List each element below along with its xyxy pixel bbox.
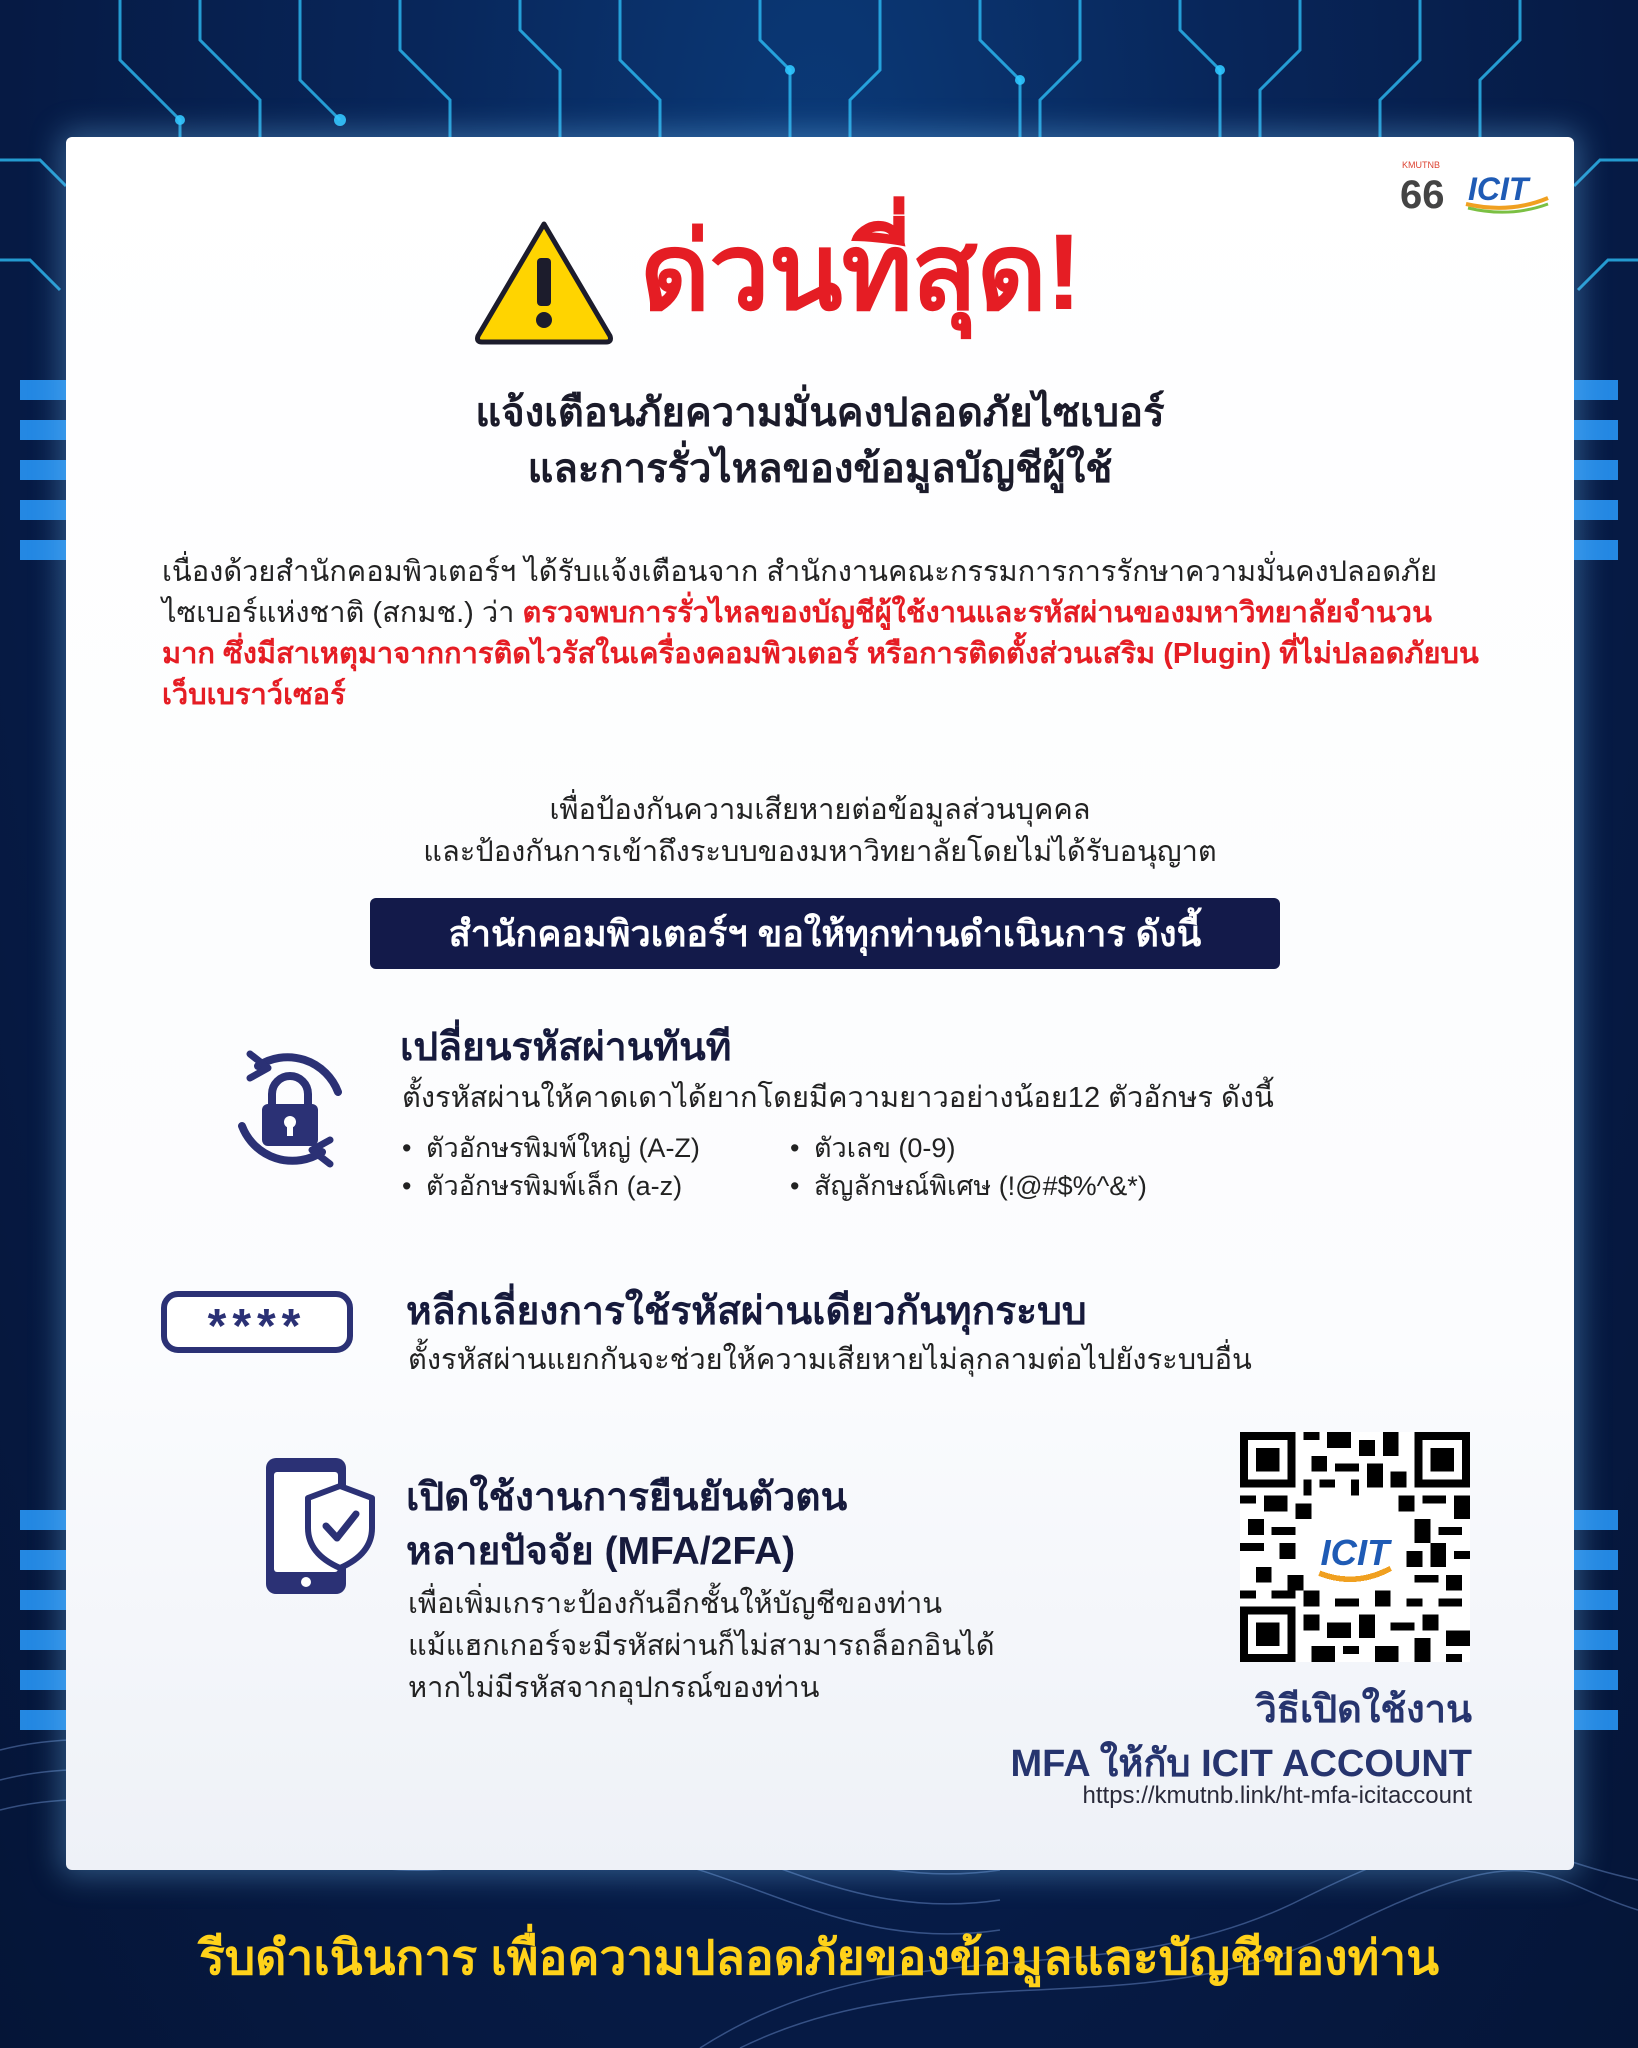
qr-title: วิธีเปิดใช้งาน [1255,1689,1472,1731]
step1-bullet-digits: • ตัวเลข (0-9) [790,1133,956,1163]
step3-title-line-2: หลายปัจจัย (MFA/2FA) [406,1530,796,1573]
step1-bullet-uppercase: • ตัวอักษรพิมพ์ใหญ่ (A-Z) [402,1133,700,1163]
action-banner: สำนักคอมพิวเตอร์ฯ ขอให้ทุกท่านดำเนินการ ดังนี้ [370,898,1280,969]
svg-text:ICIT: ICIT [1468,171,1529,207]
qr-subtitle: MFA ให้กับ ICIT ACCOUNT [1010,1743,1472,1785]
step1-bullet-symbols: • สัญลักษณ์พิเศษ (!@#$%^&*) [790,1171,1147,1201]
intro-text: เนื่องด้วยสำนักคอมพิวเตอร์ฯ ได้รับแจ้งเตือนจาก สำนักงานคณะกรรมการการรักษาความมั่นคงปลอดภัยไซเบอร์แห่งชาติ (สกมช.) ว่า [162,556,1438,629]
step3-title-line-1: เปิดใช้งานการยืนยันตัวตน [406,1476,848,1519]
step3-desc-line-1: เพื่อเพิ่มเกราะป้องกันอีกชั้นให้บัญชีของท่าน [408,1588,943,1620]
step1-desc: ตั้งรหัสผ่านให้คาดเดาได้ยากโดยมีความยาวอย่างน้อย12 ตัวอักษร ดังนี้ [402,1082,1274,1114]
lock-refresh-icon [228,1044,352,1174]
svg-text:ICIT: ICIT [1320,1532,1390,1574]
password-field-icon [160,1290,354,1354]
step2-desc: ตั้งรหัสผ่านแยกกันจะช่วยให้ความเสียหายไม่ลุกลามต่อไปยังระบบอื่น [408,1344,1252,1376]
mfa-qr-code[interactable] [1240,1432,1470,1662]
step1-bullet-lowercase: • ตัวอักษรพิมพ์เล็ก (a-z) [402,1171,683,1201]
intro-alert-text: ตรวจพบการรั่วไหลของบัญชีผู้ใช้งานและรหัสผ่านของมหาวิทยาลัยจำนวนมาก ซึ่งมีสาเหตุมาจากการติดไวรัสในเครื่องคอมพิวเตอร์ หรือการติดตั้งส่วนเสริม (Plugin) ที่ไม่ปลอดภัยบนเว็บเบราว์เซอร์ [162,597,1479,711]
intro-paragraph [162,552,1482,716]
warning-icon [472,218,616,346]
subtitle-line-2: และการรั่วไหลของข้อมูลบัญชีผู้ใช้ [527,447,1113,491]
footer-call-to-action: รีบดำเนินการ เพื่อความปลอดภัยของข้อมูลและบัญชีของท่าน [198,1932,1440,1985]
subtitle-line-1: แจ้งเตือนภัยความมั่นคงปลอดภัยไซเบอร์ [475,391,1165,435]
phone-shield-icon [262,1454,382,1598]
svg-text:66: 66 [1400,173,1445,214]
purpose-line-2: และป้องกันการเข้าถึงระบบของมหาวิทยาลัยโดยไม่ได้รับอนุญาต [423,836,1217,868]
kmutnb-icit-logo [1400,158,1550,214]
qr-url-link[interactable]: https://kmutnb.link/ht-mfa-icitaccount [1082,1782,1472,1809]
purpose-line-1: เพื่อป้องกันความเสียหายต่อข้อมูลส่วนบุคคล [549,794,1091,826]
step1-title: เปลี่ยนรหัสผ่านทันที [400,1026,732,1069]
svg-text:KMUTNB: KMUTNB [1402,160,1440,170]
svg-text:****: **** [207,1300,307,1353]
step3-desc-line-3: หากไม่มีรหัสจากอุปกรณ์ของท่าน [408,1672,820,1704]
headline: ด่วนที่สุด! [640,211,1081,332]
step3-desc-line-2: แม้แฮกเกอร์จะมีรหัสผ่านก็ไม่สามารถล็อกอินได้ [408,1630,995,1662]
step2-title: หลีกเลี่ยงการใช้รหัสผ่านเดียวกันทุกระบบ [406,1290,1087,1333]
